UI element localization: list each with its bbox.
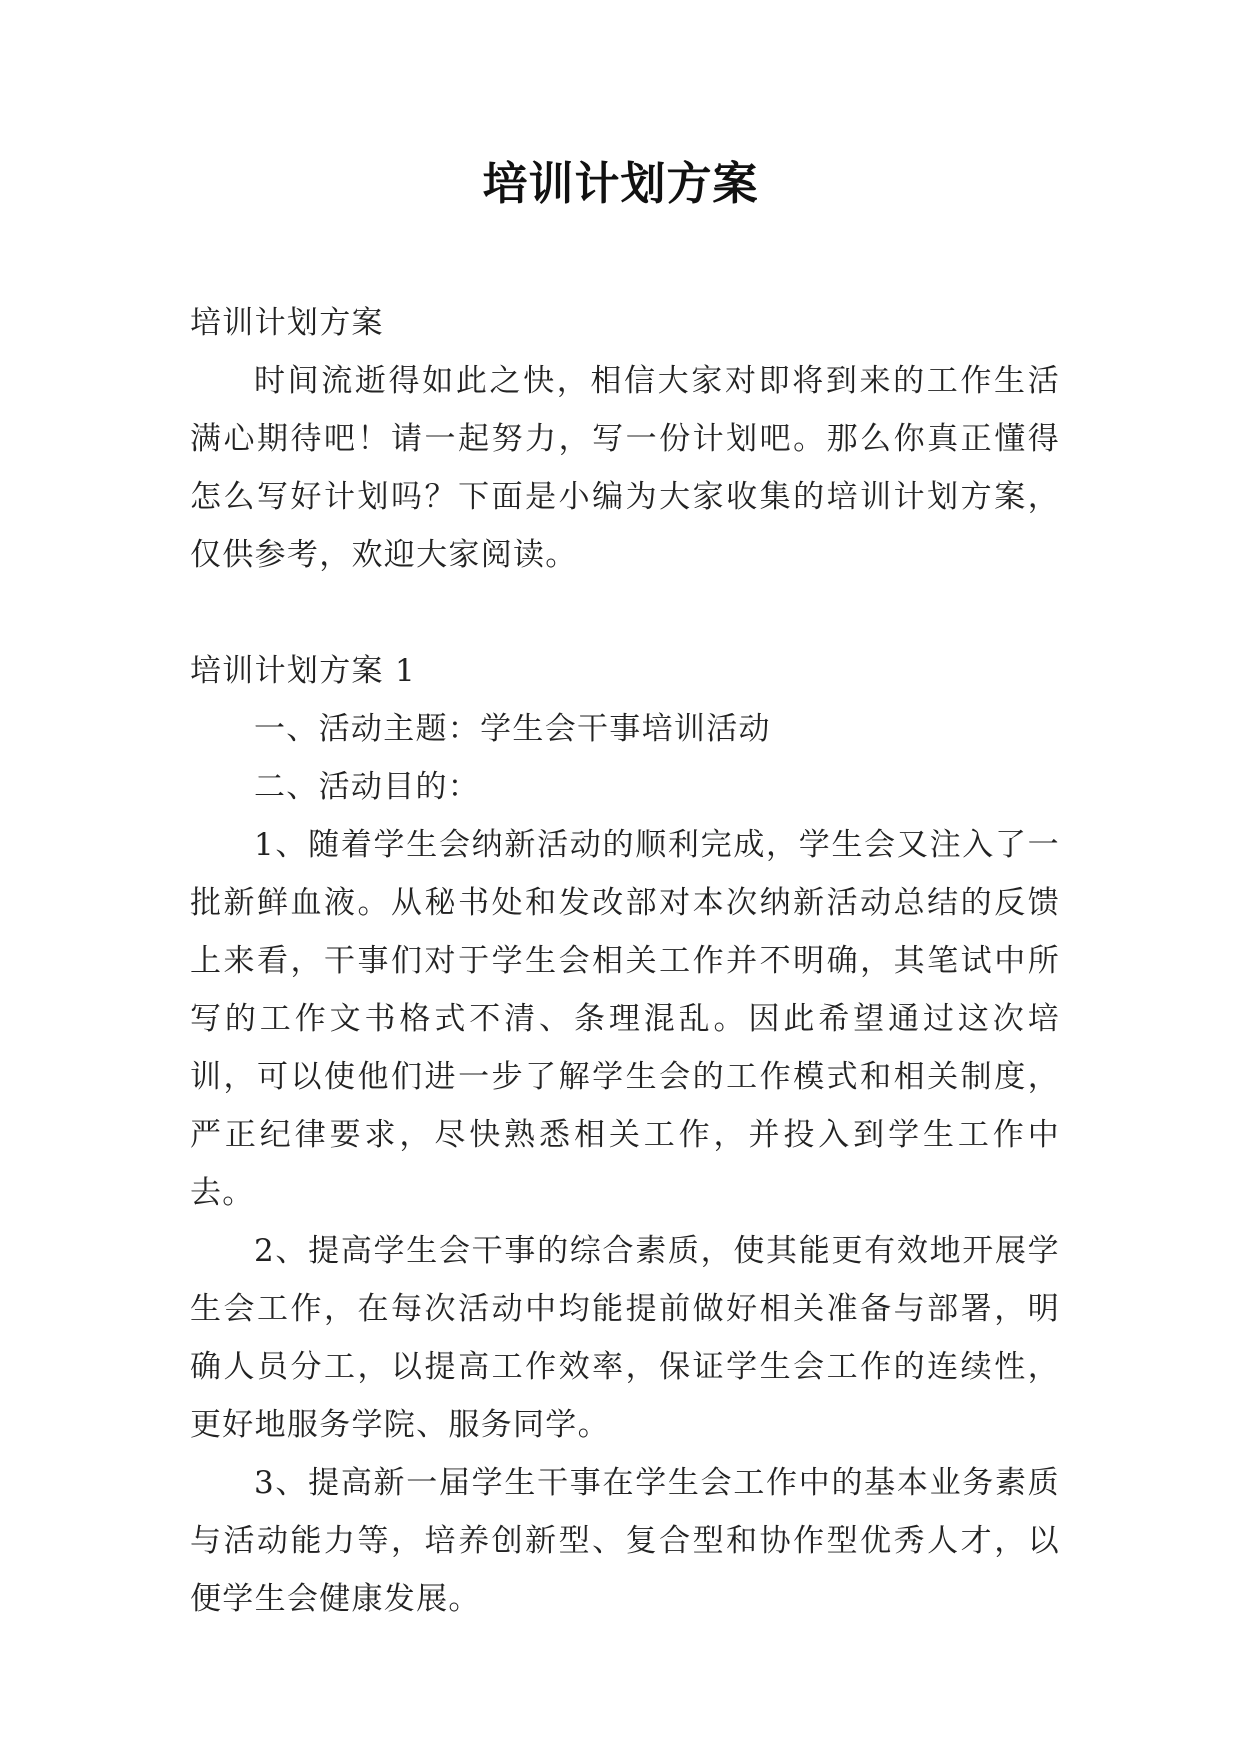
purpose-item-2: 2、提高学生会干事的综合素质，使其能更有效地开展学生会工作，在每次活动中均能提前做好相关准备与部署，明确人员分工，以提高工作效率，保证学生会工作的连续性，更好地服务学院、服务同学。 [190, 1233, 1060, 1443]
document-body [190, 294, 1060, 1628]
section-heading: 培训计划方案 1 [190, 653, 416, 689]
document-title: 培训计划方案 [482, 157, 759, 210]
purpose-item-1: 1、随着学生会纳新活动的顺利完成，学生会又注入了一批新鲜血液。从秘书处和发改部对本次纳新活动总结的反馈上来看，干事们对于学生会相关工作并不明确，其笔试中所写的工作文书格式不清、条理混乱。因此希望通过这次培训，可以使他们进一步了解学生会的工作模式和相关制度，严正纪律要求，尽快熟悉相关工作，并投入到学生工作中去。 [190, 827, 1060, 1211]
intro-heading: 培训计划方案 [190, 305, 384, 341]
section-spacer [190, 584, 1060, 642]
intro-paragraph: 时间流逝得如此之快，相信大家对即将到来的工作生活满心期待吧！请一起努力，写一份计划吧。那么你真正懂得怎么写好计划吗？下面是小编为大家收集的培训计划方案，仅供参考，欢迎大家阅读。 [190, 363, 1060, 573]
activity-purpose-heading: 二、活动目的： [254, 769, 481, 805]
purpose-item-3: 3、提高新一届学生干事在学生会工作中的基本业务素质与活动能力等，培养创新型、复合型和协作型优秀人才，以便学生会健康发展。 [190, 1465, 1060, 1617]
activity-theme: 一、活动主题：学生会干事培训活动 [254, 711, 771, 747]
